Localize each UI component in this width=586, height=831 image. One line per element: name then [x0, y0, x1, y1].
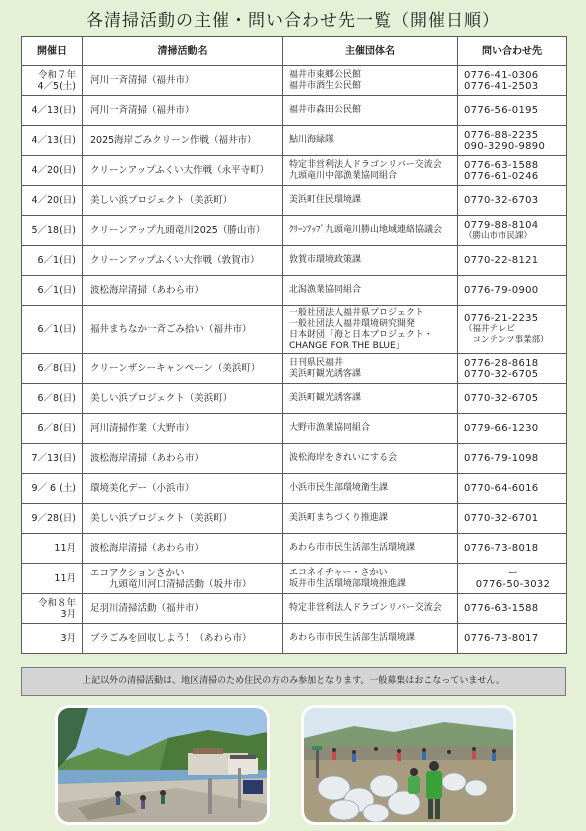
activity-name: 河川清掃作業（大野市） — [90, 423, 195, 434]
event-date-cell — [22, 156, 83, 186]
event-date-cell — [22, 216, 83, 246]
table-row — [22, 126, 567, 156]
page-title: 各清掃活動の主催・問い合わせ先一覧（開催日順） — [86, 11, 500, 31]
event-date-cell — [22, 66, 83, 96]
table-row — [22, 414, 567, 444]
activity-name: 波松海岸清掃（あわら市） — [90, 285, 205, 296]
organizer-name: 大野市漁業協同組合 — [289, 423, 371, 433]
contact-phone: 0776-88-2235 090-3290-9890 — [464, 129, 546, 152]
table-row — [22, 306, 567, 354]
column-header-activity: 清掃活動名 — [83, 37, 283, 66]
contact-cell — [458, 216, 567, 246]
organizer-cell — [283, 414, 458, 444]
activity-name: クリーンアップ九頭竜川2025（勝山市） — [90, 225, 266, 236]
schedule-body — [22, 66, 567, 654]
table-row — [22, 216, 567, 246]
contact-phone: 0776-63-1588 — [464, 603, 539, 614]
activity-name-cell — [83, 444, 283, 474]
contact-cell — [458, 444, 567, 474]
event-date: 4／13(日) — [31, 105, 76, 116]
activity-name: 河川一斉清掃（福井市） — [90, 75, 195, 86]
contact-cell — [458, 624, 567, 654]
event-date: 11月 — [54, 543, 76, 554]
event-date: 令和７年 4／5(土) — [37, 69, 76, 92]
table-row — [22, 504, 567, 534]
activity-name-cell — [83, 474, 283, 504]
event-date-cell — [22, 414, 83, 444]
organizer-cell — [283, 534, 458, 564]
activity-name: 美しい浜プロジェクト（美浜町） — [90, 195, 233, 206]
activity-name-cell — [83, 624, 283, 654]
organizer-name: 波松海岸をきれいにする会 — [289, 453, 398, 463]
event-date-cell — [22, 306, 83, 354]
contact-phone: 0776-79-1098 — [464, 453, 539, 464]
event-date-cell — [22, 354, 83, 384]
event-date-cell — [22, 504, 83, 534]
activity-name: 足羽川清掃活動（福井市） — [90, 603, 205, 614]
organizer-name: 一般社団法人福井県プロジェクト 一般社団法人福井環境研究開発 日本財団「海と日本プロジェクト・ CHANGE FOR THE BLUE」 — [289, 307, 433, 351]
event-date-cell — [22, 276, 83, 306]
event-date: 11月 — [54, 573, 76, 584]
contact-cell — [458, 354, 567, 384]
event-date-cell — [22, 564, 83, 594]
organizer-cell — [283, 354, 458, 384]
event-date-cell — [22, 474, 83, 504]
table-row — [22, 354, 567, 384]
event-date: 9／28(日) — [31, 513, 76, 524]
organizer-name: 福井市森田公民館 — [289, 105, 362, 115]
contact-phone: 0776-41-0306 0776-41-2503 — [464, 69, 539, 92]
activity-name: エコアクションさかい 九頭竜川河口清掃活動（坂井市） — [90, 567, 252, 590]
event-date: 6／1(日) — [37, 324, 76, 335]
activity-name: 福井まちなか一斉ごみ拾い（福井市） — [90, 324, 252, 335]
activity-name: クリーンザシーキャンペーン（美浜町） — [90, 363, 261, 374]
organizer-cell — [283, 474, 458, 504]
contact-cell — [458, 66, 567, 96]
contact-cell — [458, 594, 567, 624]
event-date: 令和８年 3月 — [37, 597, 76, 620]
contact-cell — [458, 186, 567, 216]
contact-phone: 0770-64-6016 — [464, 483, 539, 494]
table-row — [22, 246, 567, 276]
table-row — [22, 156, 567, 186]
organizer-cell — [283, 444, 458, 474]
organizer-cell — [283, 384, 458, 414]
organizer-cell — [283, 306, 458, 354]
schedule-table — [21, 36, 567, 654]
organizer-name: 小浜市民生部環境衛生課 — [289, 483, 389, 493]
organizer-name: エコネイチャー・さかい 坂井市生活環境部環境推進課 — [289, 567, 407, 589]
organizer-name: ｸﾘｰﾝｱｯﾌﾟ九頭竜川勝山地域連絡協議会 — [289, 225, 443, 235]
contact-cell — [458, 156, 567, 186]
organizer-cell — [283, 624, 458, 654]
organizer-cell — [283, 276, 458, 306]
contact-phone: 0776-56-0195 — [464, 105, 539, 116]
event-date-cell — [22, 186, 83, 216]
organizer-cell — [283, 186, 458, 216]
activity-name-cell — [83, 276, 283, 306]
organizer-name: 美浜町まちづくり推進課 — [289, 513, 388, 523]
activity-name: 河川一斉清掃（福井市） — [90, 105, 195, 116]
organizer-cell — [283, 564, 458, 594]
contact-note: （福井テレビ コンテンツ事業部） — [464, 324, 549, 345]
contact-cell — [458, 306, 567, 354]
contact-cell — [458, 414, 567, 444]
activity-name-cell — [83, 96, 283, 126]
contact-phone: 0776-21-2235 — [464, 313, 539, 324]
organizer-cell — [283, 504, 458, 534]
organizer-name: 北潟漁業協同組合 — [289, 285, 362, 295]
activity-name-cell — [83, 306, 283, 354]
organizer-cell — [283, 66, 458, 96]
activity-name: 環境美化デー（小浜市） — [90, 483, 195, 494]
activity-name: 2025海岸ごみクリーン作戦（福井市） — [90, 135, 257, 146]
event-date-cell — [22, 534, 83, 564]
table-row — [22, 66, 567, 96]
organizer-cell — [283, 594, 458, 624]
contact-phone: 0776-73-8018 — [464, 543, 539, 554]
event-date-cell — [22, 384, 83, 414]
activity-name: 波松海岸清掃（あわら市） — [90, 543, 205, 554]
organizer-name: 特定非営利法人ドラゴンリバー交流会 — [289, 603, 442, 613]
activity-name-cell — [83, 216, 283, 246]
event-date: 6／1(日) — [37, 285, 76, 296]
column-header-contact: 問い合わせ先 — [458, 37, 567, 66]
table-row — [22, 474, 567, 504]
contact-phone: 0770-32-6705 — [464, 393, 539, 404]
column-header-organizer: 主催団体名 — [283, 37, 458, 66]
contact-phone: 0776-73-8017 — [464, 633, 539, 644]
contact-phone: 0779-66-1230 — [464, 423, 539, 434]
event-date: 6／8(日) — [37, 393, 76, 404]
contact-cell — [458, 246, 567, 276]
activity-name: 美しい浜プロジェクト（美浜町） — [90, 513, 233, 524]
contact-phone: 0770-32-6703 — [464, 195, 539, 206]
contact-cell — [458, 384, 567, 414]
event-date-cell — [22, 594, 83, 624]
event-date-cell — [22, 444, 83, 474]
contact-cell — [458, 504, 567, 534]
table-row — [22, 96, 567, 126]
activity-name-cell — [83, 414, 283, 444]
organizer-name: あわら市市民生活部生活環境課 — [289, 633, 416, 643]
event-date: 4／20(日) — [31, 165, 76, 176]
table-row — [22, 594, 567, 624]
contact-cell — [458, 96, 567, 126]
table-row — [22, 186, 567, 216]
organizer-name: 鮎川海緑隊 — [289, 135, 335, 145]
contact-cell — [458, 534, 567, 564]
activity-name-cell — [83, 594, 283, 624]
organizer-name: 特定非営利法人ドラゴンリバー交流会 九頭竜川中部漁業協同組合 — [289, 159, 442, 181]
event-date: 4／20(日) — [31, 195, 76, 206]
contact-phone: 0770-22-8121 — [464, 255, 539, 266]
organizer-cell — [283, 126, 458, 156]
event-date: 7／13(日) — [31, 453, 76, 464]
activity-name: 波松海岸清掃（あわら市） — [90, 453, 205, 464]
organizer-cell — [283, 216, 458, 246]
event-date: 6／8(日) — [37, 423, 76, 434]
organizer-cell — [283, 246, 458, 276]
activity-name-cell — [83, 186, 283, 216]
activity-name-cell — [83, 354, 283, 384]
activity-name-cell — [83, 246, 283, 276]
organizer-name: 敦賀市環境政策課 — [289, 255, 362, 265]
contact-cell — [458, 126, 567, 156]
table-row — [22, 534, 567, 564]
organizer-name: 美浜町観光誘客課 — [289, 393, 362, 403]
contact-cell — [458, 474, 567, 504]
table-row — [22, 624, 567, 654]
event-date: 4／13(日) — [31, 135, 76, 146]
contact-cell — [458, 564, 567, 594]
activity-name: クリーンアップふくい大作戦（永平寺町） — [90, 165, 270, 176]
photo-coastal-town-cleanup — [55, 705, 270, 825]
activity-name: 美しい浜プロジェクト（美浜町） — [90, 393, 233, 404]
activity-name-cell — [83, 156, 283, 186]
table-header-row — [22, 37, 567, 66]
contact-phone: ー 0776-50-3032 — [475, 567, 551, 590]
column-header-date: 開催日 — [22, 37, 83, 66]
event-date-cell — [22, 624, 83, 654]
notice-text: 上記以外の清掃活動は、地区清掃のため住民の方のみ参加となります。一般募集はおこなっていません。 — [21, 667, 566, 696]
activity-name-cell — [83, 504, 283, 534]
contact-phone: 0770-32-6701 — [464, 513, 539, 524]
photo-volunteer-group-with-trash-bags — [301, 705, 516, 825]
event-date: 3月 — [60, 633, 76, 644]
organizer-cell — [283, 156, 458, 186]
contact-note: （勝山市市民課） — [464, 230, 533, 241]
contact-phone: 0779-88-8104 — [464, 219, 539, 231]
table-row — [22, 276, 567, 306]
activity-name-cell — [83, 66, 283, 96]
contact-cell — [458, 276, 567, 306]
organizer-name: 日刊県民福井 美浜町観光誘客課 — [289, 357, 362, 379]
contact-phone: 0776-28-8618 0770-32-6705 — [464, 357, 539, 380]
activity-name-cell — [83, 534, 283, 564]
event-date-cell — [22, 246, 83, 276]
event-date-cell — [22, 126, 83, 156]
event-date: 9／ 6 (土) — [31, 483, 76, 494]
event-date: 6／1(日) — [37, 255, 76, 266]
table-row — [22, 384, 567, 414]
activity-name: クリーンアップふくい大作戦（敦賀市） — [90, 255, 260, 266]
activity-name-cell — [83, 564, 283, 594]
event-date: 6／8(日) — [37, 363, 76, 374]
activity-name: プラごみを回収しよう！（あわら市） — [90, 633, 252, 644]
table-row — [22, 564, 567, 594]
organizer-name: あわら市市民生活部生活環境課 — [289, 543, 416, 553]
organizer-cell — [283, 96, 458, 126]
event-date: 5／18(日) — [31, 225, 76, 236]
organizer-name: 福井市東郷公民館 福井市酒生公民館 — [289, 69, 362, 91]
table-row — [22, 444, 567, 474]
organizer-name: 美浜町住民環境課 — [289, 195, 362, 205]
activity-name-cell — [83, 384, 283, 414]
contact-phone: 0776-63-1588 0776-61-0246 — [464, 159, 539, 182]
activity-name-cell — [83, 126, 283, 156]
contact-phone: 0776-79-0900 — [464, 285, 539, 296]
event-date-cell — [22, 96, 83, 126]
